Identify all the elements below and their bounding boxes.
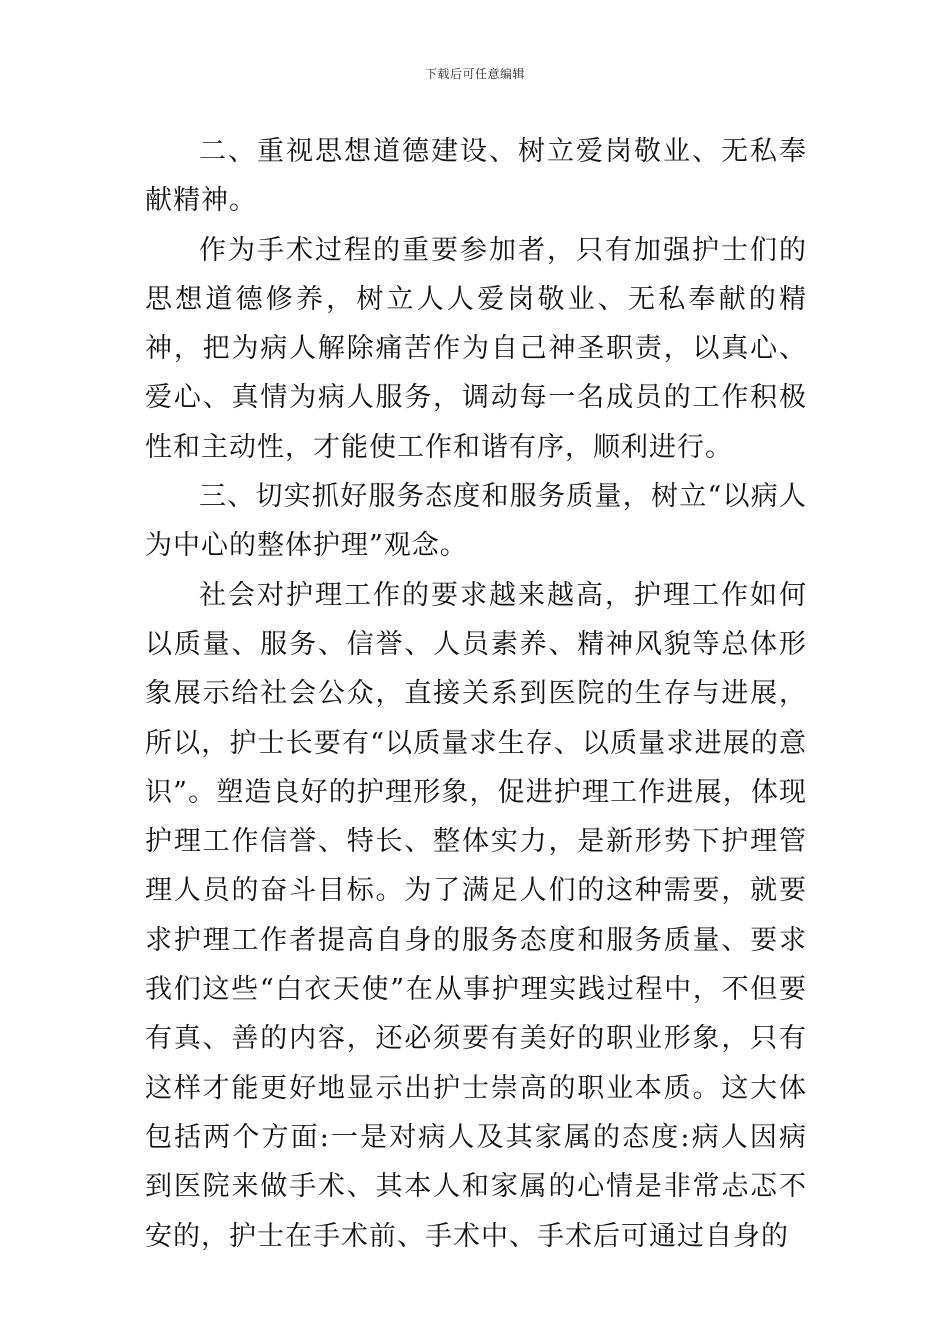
body-paragraph: 作为手术过程的重要参加者，只有加强护士们的思想道德修养，树立人人爱岗敬业、无私奉献的精神，把为病人解除痛苦作为自己神圣职责，以真心、爱心、真情为病人服务，调动每一名成员的工作积极性和主动性，才能使工作和谐有序，顺利进行。	[145, 234, 807, 463]
section-heading-3: 三、切实抓好服务态度和服务质量，树立“以病人为中心的整体护理”观念。	[145, 481, 807, 562]
page-header: 下载后可任意编辑	[424, 67, 525, 81]
body-paragraph: 社会对护理工作的要求越来越高，护理工作如何以质量、服务、信誉、人员素养、精神风貌等总体形象展示给社会公众，直接关系到医院的生存与进展，所以，护士长要有“以质量求生存、以质量求进展的意识”。塑造良好的护理形象，促进护理工作进展，体现护理工作信誉、特长、整体实力，是新形势下护理管理人员的奋斗目标。为了满足人们的这种需要，就要求护理工作者提高自身的服务态度和服务质量、要求我们这些“白衣天使”在从事护理实践过程中，不但要有真、善的内容，还必须要有美好的职业形象，只有这样才能更好地显示出护士崇高的职业本质。这大体包括两个方面:一是对病人及其家属的态度:病人因病到医院来做手术、其本人和家属的心情是非常忐忑不安的，护士在手术前、手术中、手术后可通过自身的	[145, 579, 807, 1252]
document-body	[145, 127, 807, 1261]
section-heading-2: 二、重视思想道德建设、树立爱岗敬业、无私奉献精神。	[145, 136, 807, 217]
